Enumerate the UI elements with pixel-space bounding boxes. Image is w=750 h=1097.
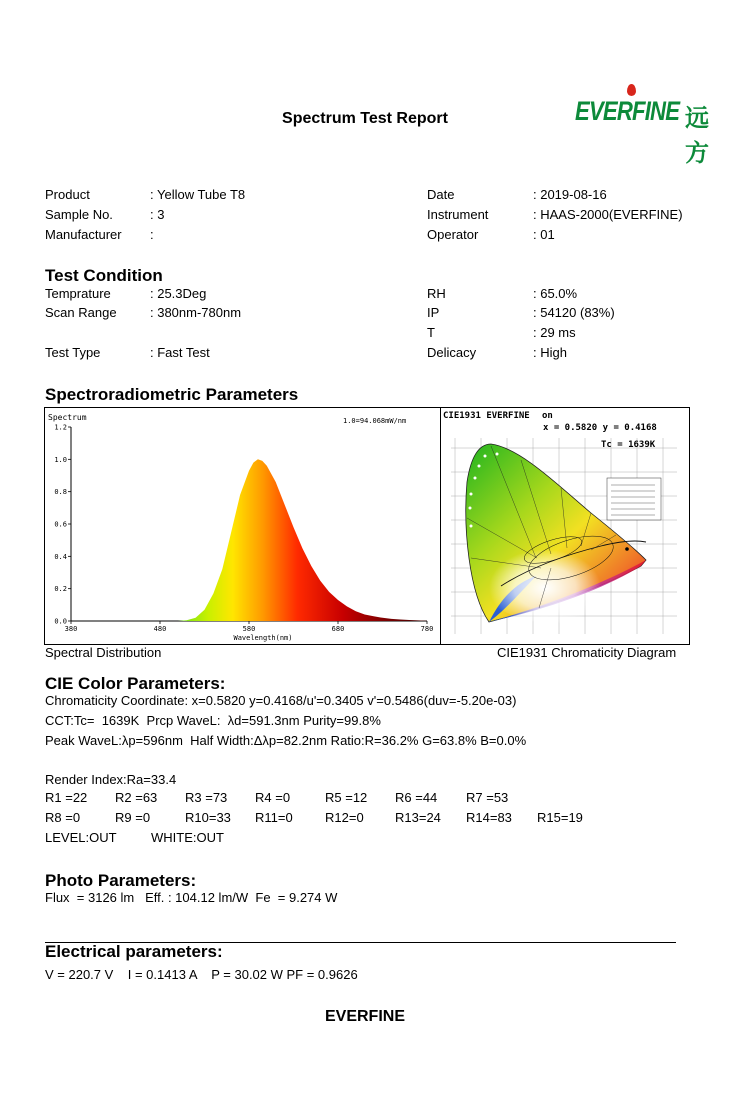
manufacturer-label: Manufacturer <box>45 227 122 242</box>
t-label: T <box>427 325 435 340</box>
spectro-heading: Spectroradiometric Parameters <box>45 385 299 404</box>
cie-title: CIE1931 EVERFINE <box>443 411 530 421</box>
logo-dot-icon <box>627 84 636 96</box>
temperature-label: Temprature <box>45 286 111 301</box>
t-value: : 29 ms <box>533 325 576 340</box>
spectrum-y-tick-label: 1.2 <box>54 423 67 432</box>
scan-range-value: : 380nm-780nm <box>150 305 242 320</box>
ip-label: IP <box>427 305 440 320</box>
spectrum-y-tick-label: 0.8 <box>54 488 67 497</box>
footer-brand: EVERFINE <box>324 1008 405 1025</box>
operator-value: : 01 <box>533 227 555 242</box>
render-index-item: R1 =22 <box>45 790 88 805</box>
spectrum-chart <box>44 407 441 645</box>
test-type-value: : Fast Test <box>150 345 210 360</box>
photo-params-heading: Photo Parameters: <box>45 871 197 890</box>
cie-title-suffix: on <box>542 411 553 421</box>
product-value: : Yellow Tube T8 <box>150 187 246 202</box>
date-label: Date <box>427 187 455 202</box>
spectrum-title: Spectrum <box>48 413 87 422</box>
render-index-item: R3 =73 <box>185 790 228 805</box>
render-index-item: R15=19 <box>537 810 583 825</box>
rh-label: RH <box>427 286 446 301</box>
electrical-params-heading: Electrical parameters: <box>45 942 223 961</box>
photo-line: Flux = 3126 lm Eff. : 104.12 lm/W Fe = 9.274 W <box>45 890 338 905</box>
spectrum-x-tick-label: 580 <box>242 625 256 633</box>
peak-wavelength-line: Peak WaveL:λp=596nm Half Width:Δλp=82.2nm Ratio:R=36.2% G=63.8% B=0.0% <box>45 733 527 748</box>
spectrum-svg <box>45 408 440 644</box>
delicacy-value: : High <box>533 345 567 360</box>
manufacturer-value: : <box>150 227 154 242</box>
report-title: Spectrum Test Report <box>282 110 448 127</box>
cie-diagram <box>440 407 690 645</box>
level-status: LEVEL:OUT <box>45 830 117 845</box>
test-type-label: Test Type <box>45 345 101 360</box>
rh-value: : 65.0% <box>533 286 578 301</box>
spectrum-x-tick-label: 780 <box>420 625 434 633</box>
delicacy-label: Delicacy <box>427 345 477 360</box>
spectrum-y-tick-label: 1.0 <box>54 455 67 464</box>
cie-xy-readout: x = 0.5820 y = 0.4168 <box>543 423 657 433</box>
render-index-item: R2 =63 <box>115 790 158 805</box>
instrument-value: : HAAS-2000(EVERFINE) <box>533 207 683 222</box>
render-index-header: Render Index:Ra=33.4 <box>45 772 177 787</box>
chromaticity-line: Chromaticity Coordinate: x=0.5820 y=0.4168/u'=0.3405 v'=0.5486(duv=-5.20e-03) <box>45 693 517 708</box>
spectrum-xlabel: Wavelength(nm) <box>233 634 293 642</box>
test-condition-heading: Test Condition <box>45 266 163 285</box>
render-index-item: R11=0 <box>255 810 293 825</box>
render-index-item: R4 =0 <box>255 790 291 805</box>
spectrum-y-tick-label: 0.2 <box>54 585 67 594</box>
cie-measured-point <box>625 547 629 551</box>
temperature-value: : 25.3Deg <box>150 286 207 301</box>
render-index-item: R12=0 <box>325 810 364 825</box>
spectrum-x-tick-label: 680 <box>331 625 345 633</box>
cie-source-legend <box>607 478 661 520</box>
cie-params-heading: CIE Color Parameters: <box>45 674 226 693</box>
cie-diagram-caption: CIE1931 Chromaticity Diagram <box>497 645 677 660</box>
product-label: Product <box>45 187 90 202</box>
cct-line: CCT:Tc= 1639K Prcp WaveL: λd=591.3nm Purity=99.8% <box>45 713 381 728</box>
render-index-item: R8 =0 <box>45 810 81 825</box>
render-index-item: R10=33 <box>185 810 231 825</box>
scan-range-label: Scan Range <box>45 305 117 320</box>
electrical-line: V = 220.7 V I = 0.1413 A P = 30.02 W PF = 0.9626 <box>45 967 358 982</box>
render-index-item: R13=24 <box>395 810 441 825</box>
spectrum-y-tick-label: 0.6 <box>54 520 67 529</box>
render-index-item: R6 =44 <box>395 790 438 805</box>
render-index-item: R9 =0 <box>115 810 151 825</box>
ip-value: : 54120 (83%) <box>533 305 615 320</box>
logo-cn: 远方 <box>685 105 709 167</box>
spectrum-area <box>178 459 427 621</box>
spectrum-y-tick-label: 0.4 <box>54 552 67 561</box>
cie-svg <box>441 408 689 644</box>
render-index-item: R5 =12 <box>325 790 368 805</box>
render-index-item: R7 =53 <box>466 790 509 805</box>
spectral-distribution-caption: Spectral Distribution <box>45 645 162 660</box>
cie-tc-readout: Tc = 1639K <box>601 440 656 450</box>
render-index-item: R14=83 <box>466 810 512 825</box>
spectrum-y-tick-label: 0.0 <box>54 617 67 626</box>
sample-value: : 3 <box>150 207 165 222</box>
white-status: WHITE:OUT <box>151 830 224 845</box>
spectrum-annotation: 1.0=94.068mW/nm <box>343 417 407 425</box>
everfine-logo <box>575 96 725 167</box>
spectrum-x-tick-label: 380 <box>64 625 78 633</box>
sample-label: Sample No. <box>45 207 113 222</box>
spectrum-x-tick-label: 480 <box>153 625 167 633</box>
date-value: : 2019-08-16 <box>533 187 607 202</box>
cie-white-region <box>473 513 633 623</box>
logo-text: EVERFINE <box>575 96 680 126</box>
instrument-label: Instrument <box>427 207 489 222</box>
operator-label: Operator <box>427 227 479 242</box>
